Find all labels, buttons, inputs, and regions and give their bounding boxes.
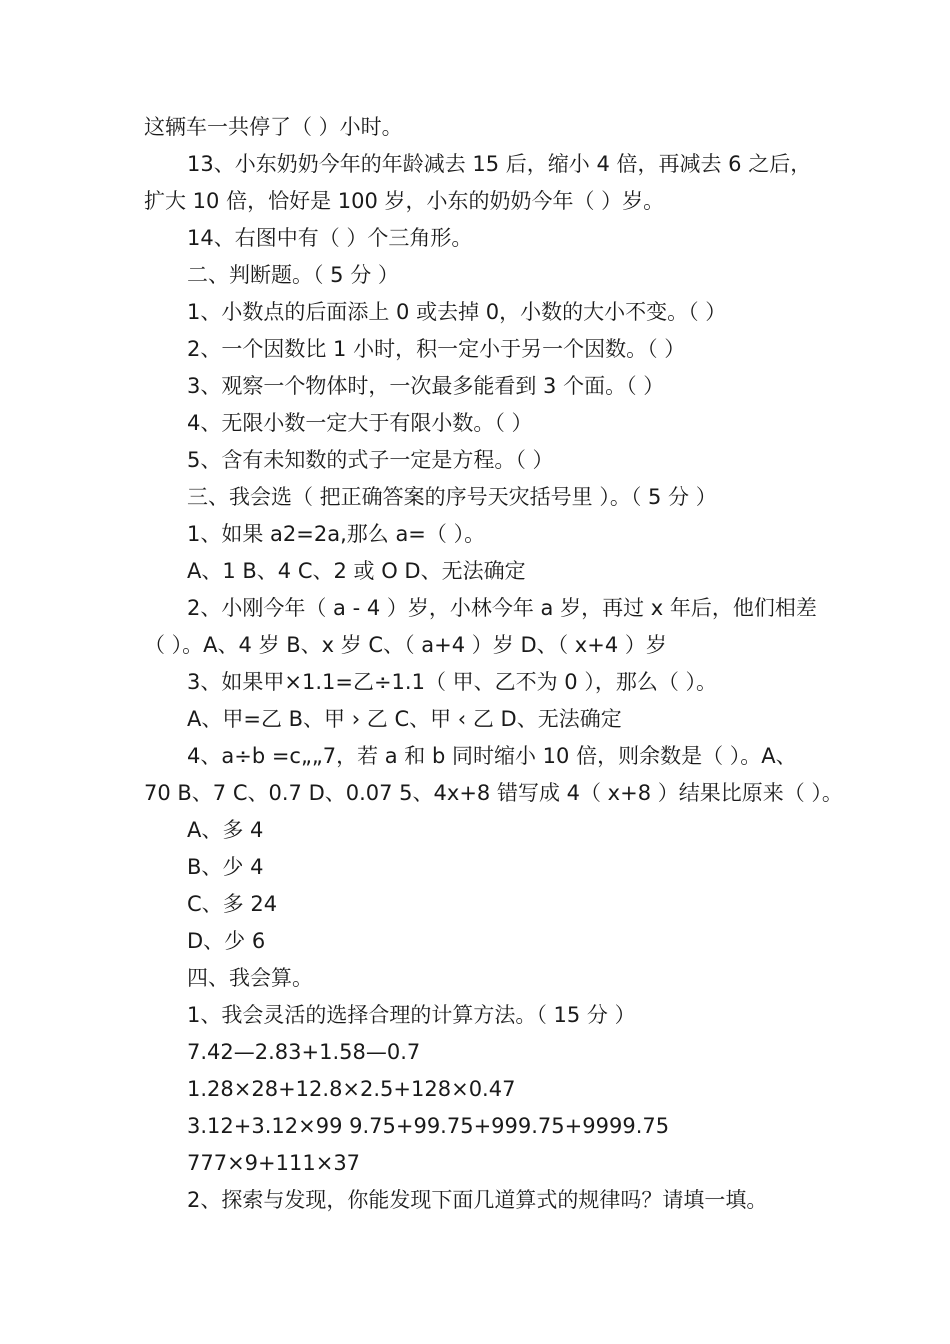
judge-item-4: 4、无限小数一定大于有限小数。（ ） [187,411,533,435]
choice-options-1: A、1 B、4 C、2 或 O D、无法确定 [187,559,526,583]
calc-instruction: 1、我会灵活的选择合理的计算方法。（ 15 分 ） [187,1003,636,1027]
section-4-heading: 四、我会算。 [187,966,313,990]
option-b: B、少 4 [187,855,264,879]
choice-question-1: 1、如果 a2=2a,那么 a=（ ）。 [187,522,486,546]
calc-expression-1: 7.42—2.83+1.58—0.7 [187,1040,421,1064]
question-14: 14、右图中有（ ）个三角形。 [187,226,473,250]
option-c: C、多 24 [187,892,278,916]
section-3-heading: 三、我会选（ 把正确答案的序号天灾括号里 ）。（ 5 分 ） [187,485,717,509]
choice-question-3: 3、如果甲×1.1=乙÷1.1（ 甲、乙不为 0 ），那么（ ）。 [187,670,718,694]
calc-expression-3: 3.12+3.12×99 9.75+99.75+999.75+9999.75 [187,1114,670,1138]
choice-question-4-line-2: 70 B、7 C、0.7 D、0.07 5、4x+8 错写成 4（ x+8 ）结果比原来（ ）。 [144,781,843,805]
calc-expression-4: 777×9+111×37 [187,1151,361,1175]
section-2-heading: 二、判断题。（ 5 分 ） [187,263,399,287]
text-line: 这辆车一共停了（ ）小时。 [144,115,403,139]
judge-item-5: 5、含有未知数的式子一定是方程。（ ） [187,448,554,472]
judge-item-2: 2、一个因数比 1 小时，积一定小于另一个因数。（ ） [187,337,686,361]
explore-instruction: 2、探索与发现，你能发现下面几道算式的规律吗？请填一填。 [187,1188,768,1212]
calc-expression-2: 1.28×28+12.8×2.5+128×0.47 [187,1077,516,1101]
judge-item-1: 1、小数点的后面添上 0 或去掉 0，小数的大小不变。（ ） [187,300,727,324]
choice-question-4-line-1: 4、a÷b =c„„7，若 a 和 b 同时缩小 10 倍，则余数是（ ）。A、 [187,744,797,768]
choice-question-2-line-1: 2、小刚今年（ a - 4 ）岁，小林今年 a 岁，再过 x 年后，他们相差 [187,596,817,620]
option-a: A、多 4 [187,818,264,842]
choice-question-2-line-2: （ ）。A、4 岁 B、x 岁 C、（ a+4 ）岁 D、（ x+4 ）岁 [144,633,667,657]
option-d: D、少 6 [187,929,266,953]
question-13-line-2: 扩大 10 倍，恰好是 100 岁，小东的奶奶今年（ ）岁。 [144,189,665,213]
choice-options-3: A、甲=乙 B、甲 › 乙 C、甲 ‹ 乙 D、无法确定 [187,707,622,731]
question-13-line-1: 13、小东奶奶今年的年龄减去 15 后，缩小 4 倍，再减去 6 之后， [187,152,812,176]
judge-item-3: 3、观察一个物体时，一次最多能看到 3 个面。（ ） [187,374,665,398]
